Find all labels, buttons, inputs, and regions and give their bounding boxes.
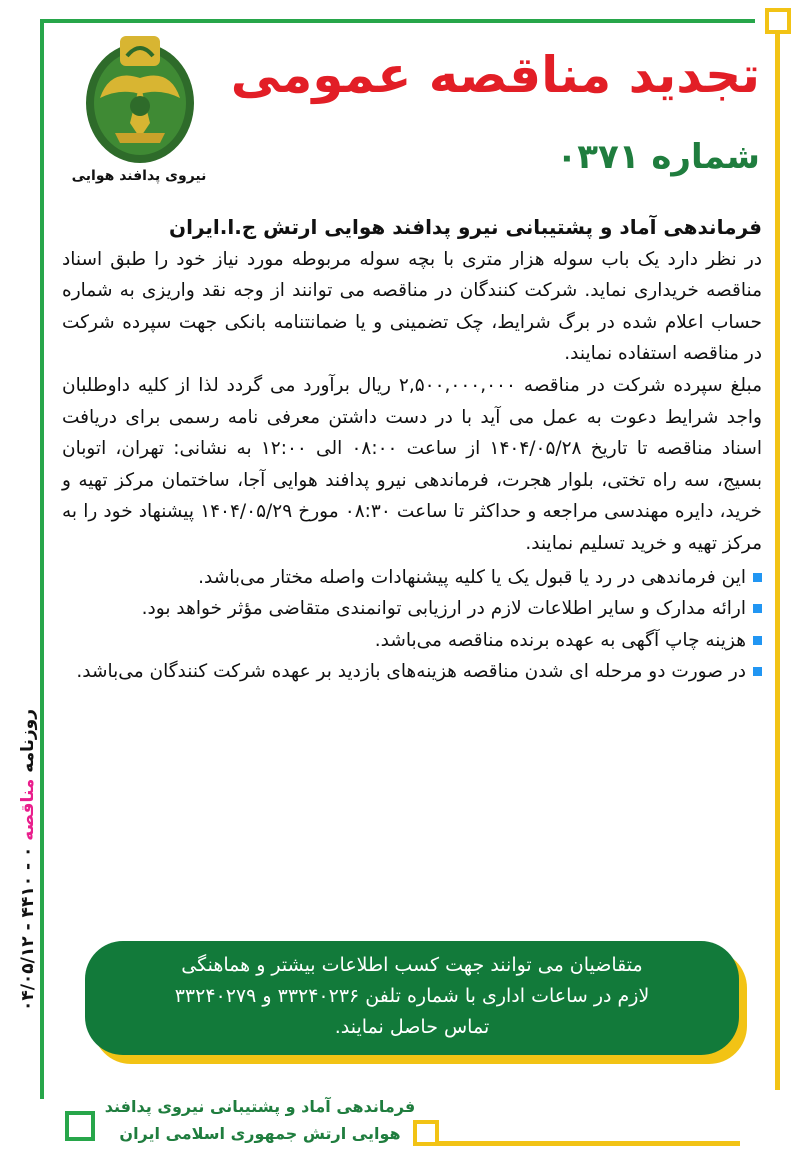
list-item-text: در صورت دو مرحله ای شدن مناقصه هزینه‌های بازدید بر عهده شرکت کنندگان می‌باشد. xyxy=(76,661,746,683)
footer-signature xyxy=(100,1093,420,1147)
list-item xyxy=(62,562,762,594)
side-caption xyxy=(8,700,48,1020)
conditions-list xyxy=(62,562,762,688)
notice-line: تماس حاصل نمایند. xyxy=(334,1016,490,1038)
logo-caption: نیروی پدافند هوایی xyxy=(71,168,207,184)
paragraph-intro: در نظر دارد یک باب سوله هزار متری با بچه سوله مربوطه مورد نیاز خود را طبق اسناد مناقصه خریداری نماید. شرکت کنندگان در مناقصه می توانند از وجه نقد واریزی به شماره حساب اعلام شده در برگ شرایط، چک تضمینی و یا ضمانتنامه بانکی جهت سپرده شرکت در مناقصه استفاده نمایند. xyxy=(62,248,762,365)
list-item xyxy=(62,625,762,657)
notice-line: لازم در ساعات اداری با شماره تلفن ۳۳۲۴۰۲۳۶ و ۳۳۲۴۰۲۷۹ xyxy=(174,985,650,1007)
frame-right-line xyxy=(775,30,780,1090)
list-item-text: ارائه مدارک و سایر اطلاعات لازم در ارزیابی توانمندی متقاضی مؤثر خواهد بود. xyxy=(141,598,746,620)
list-item xyxy=(62,593,762,625)
bullet-square-icon xyxy=(753,667,762,676)
newspaper-prefix: روزنامه xyxy=(18,708,38,773)
footer-line: هوایی ارتش جمهوری اسلامی ایران xyxy=(119,1124,401,1143)
footer-line: فرماندهی آماد و پشتیبانی نیروی پدافند xyxy=(104,1097,416,1116)
list-item xyxy=(62,656,762,688)
newspaper-brand: مناقصه xyxy=(18,778,38,841)
frame-top-line xyxy=(40,19,755,23)
tender-number: شماره ۰۳۷۱ xyxy=(556,137,760,177)
air-defense-emblem-icon xyxy=(80,28,200,168)
bullet-square-icon xyxy=(753,604,762,613)
notice-line: متقاضیان می توانند جهت کسب اطلاعات بیشتر و هماهنگی xyxy=(181,954,643,976)
issue-info: ۰ - ۴۴۱۰ - ۰۴/۰۵/۱۲ xyxy=(18,846,38,1012)
contact-notice-box xyxy=(85,941,739,1055)
page-title: تجدید مناقصه عمومی xyxy=(230,46,760,104)
notice-body xyxy=(62,212,762,688)
list-item-text: هزینه چاپ آگهی به عهده برنده مناقصه می‌باشد. xyxy=(374,629,746,651)
bullet-square-icon xyxy=(753,636,762,645)
list-item-text: این فرماندهی در رد یا قبول یک یا کلیه پیشنهادات واصله مختار می‌باشد. xyxy=(198,566,746,588)
frame-bottom-line xyxy=(430,1141,740,1146)
corner-square-top-right xyxy=(765,8,791,34)
organization-heading: فرماندهی آماد و پشتیبانی نیرو پدافند هوایی ارتش ج.ا.ایران xyxy=(169,215,762,239)
corner-square-bottom-left xyxy=(65,1111,95,1141)
bullet-square-icon xyxy=(753,573,762,582)
paragraph-deposit: مبلغ سپرده شرکت در مناقصه ۲,۵۰۰,۰۰۰,۰۰۰ ریال برآورد می گردد لذا از کلیه داوطلبان واجد شرایط دعوت به عمل می آید با در دست داشتن معرفی نامه رسمی برای دریافت اسناد مناقصه تا تاریخ ۱۴۰۴/۰۵/۲۸ از ساعت ۰۸:۰۰ الی ۱۲:۰۰ به نشانی: تهران، اتوبان بسیج، سه راه تختی، بلوار هجرت، فرماندهی نیرو پدافند هوایی آجا، ساختمان مرکز تهیه و خرید، دایره مهندسی مراجعه و حداکثر تا ساعت ۰۸:۳۰ مورخ ۱۴۰۴/۰۵/۲۹ پیشنهاد خود را به مرکز تهیه و خرید تسلیم نمایند. xyxy=(62,374,763,554)
